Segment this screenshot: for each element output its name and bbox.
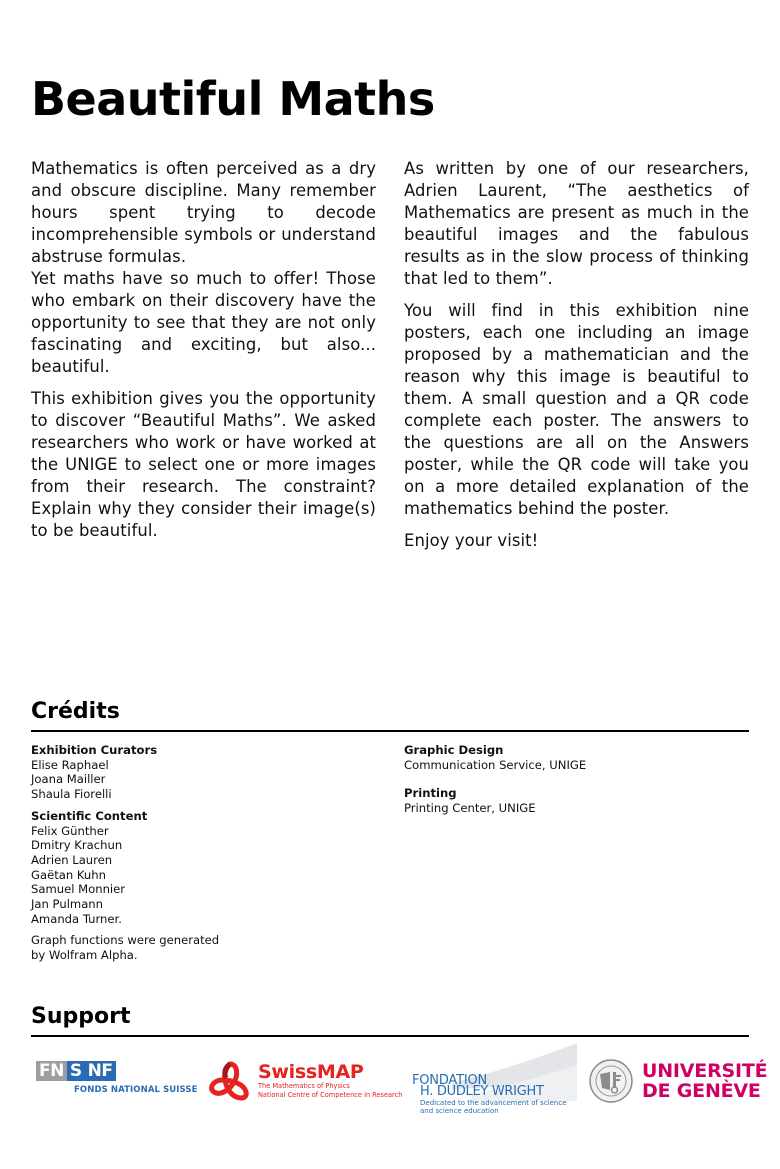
intro-paragraph: This exhibition gives you the opportunity to discover “Beautiful Maths”. We asked researchers who work or have worked at the UNIGE to select one or more images from their research. The constraint? Explain why they consider their image(s) to be beautiful. xyxy=(31,389,376,540)
credit-name: Gaëtan Kuhn xyxy=(31,867,106,882)
fns-snf-wordmark xyxy=(36,1061,186,1081)
credit-group-scientific xyxy=(31,809,371,927)
support-divider xyxy=(31,1035,749,1037)
dudley-tagline-line: Dedicated to the advancement of science xyxy=(420,1099,567,1107)
credit-heading: Exhibition Curators xyxy=(31,743,158,757)
credit-note-line: by Wolfram Alpha. xyxy=(31,948,138,963)
credit-note-line: Graph functions were generated xyxy=(31,933,220,948)
university-seal-icon xyxy=(588,1058,634,1104)
credit-name: Joana Mailler xyxy=(31,772,106,787)
credit-name: Elise Raphael xyxy=(31,757,109,772)
credit-name: Jan Pulmann xyxy=(31,897,104,912)
page-title: Beautiful Maths xyxy=(31,72,435,126)
unige-name-line: DE GENÈVE xyxy=(642,1080,761,1102)
intro-paragraph: Yet maths have so much to offer! Those who embark on their discovery have the opportunity to see that they are not only fascinating and exciting, but also... beautiful. xyxy=(31,269,376,376)
credits-left-column xyxy=(31,743,371,963)
credit-name: Printing Center, UNIGE xyxy=(404,801,536,816)
dudley-line1: FONDATION xyxy=(412,1073,488,1088)
credit-name: Communication Service, UNIGE xyxy=(404,757,587,772)
fns-gray-block: FN xyxy=(36,1061,67,1081)
credits-divider xyxy=(31,730,749,732)
credit-name: Felix Günther xyxy=(31,823,109,838)
credit-heading: Printing xyxy=(404,786,457,801)
trefoil-knot-icon xyxy=(208,1060,252,1102)
credit-name: Adrien Lauren xyxy=(31,852,113,867)
intro-left-column xyxy=(31,158,376,552)
dudley-tagline xyxy=(420,1099,567,1115)
fns-blue-block: NF xyxy=(86,1061,117,1081)
credit-group-curators xyxy=(31,743,371,802)
credit-group-printing xyxy=(404,786,744,815)
swissmap-name: SwissMAP xyxy=(258,1060,364,1083)
support-heading: Support xyxy=(31,1004,131,1029)
fns-subtitle: FONDS NATIONAL SUISSE xyxy=(74,1085,198,1095)
closing-line: Enjoy your visit! xyxy=(404,531,539,550)
unige-logo xyxy=(588,1056,768,1106)
fns-snf-logo xyxy=(36,1061,198,1101)
credit-name: Samuel Monnier xyxy=(31,882,126,897)
unige-name xyxy=(642,1061,767,1101)
swissmap-logo xyxy=(208,1058,403,1103)
dudley-tagline-line: and science education xyxy=(420,1107,499,1115)
credits-heading: Crédits xyxy=(31,699,120,724)
intro-right-column xyxy=(404,158,749,562)
quote-paragraph: As written by one of our researchers, Adrien Laurent, “The aesthetics of Mathematics are present as much in the beautiful images and the fabulous results as in the slow process of thinking that led to them”. xyxy=(404,159,749,288)
dudley-wright-logo xyxy=(412,1043,572,1118)
intro-paragraph: Mathematics is often perceived as a dry and obscure discipline. Many remember hours spent trying to decode incomprehensible symbols or understand abstruse formulas. xyxy=(31,159,376,266)
credit-name: Dmitry Krachun xyxy=(31,838,123,853)
credit-name: Amanda Turner. xyxy=(31,911,122,926)
fns-blue-s: S xyxy=(67,1061,86,1081)
swissmap-tagline: National Centre of Competence in Research xyxy=(258,1090,403,1099)
unige-name-line: UNIVERSITÉ xyxy=(642,1060,768,1082)
dudley-line2: H. DUDLEY WRIGHT xyxy=(420,1084,544,1099)
swissmap-tagline: The Mathematics of Physics xyxy=(258,1081,350,1090)
credits-right-column xyxy=(404,743,744,823)
credit-name: Shaula Fiorelli xyxy=(31,787,112,802)
intro-paragraph: You will find in this exhibition nine posters, each one including an image proposed by a mathematician and the reason why this image is beautiful to them. A small question and a QR code complete each poster. The answers to the questions are all on the Answers poster, while the QR code will take you on a more detailed explanation of the mathematics behind the poster. xyxy=(404,301,749,518)
credit-heading: Graphic Design xyxy=(404,743,504,757)
credit-heading: Scientific Content xyxy=(31,808,148,823)
credit-note xyxy=(31,933,371,962)
credit-group-graphic-design xyxy=(404,743,744,772)
